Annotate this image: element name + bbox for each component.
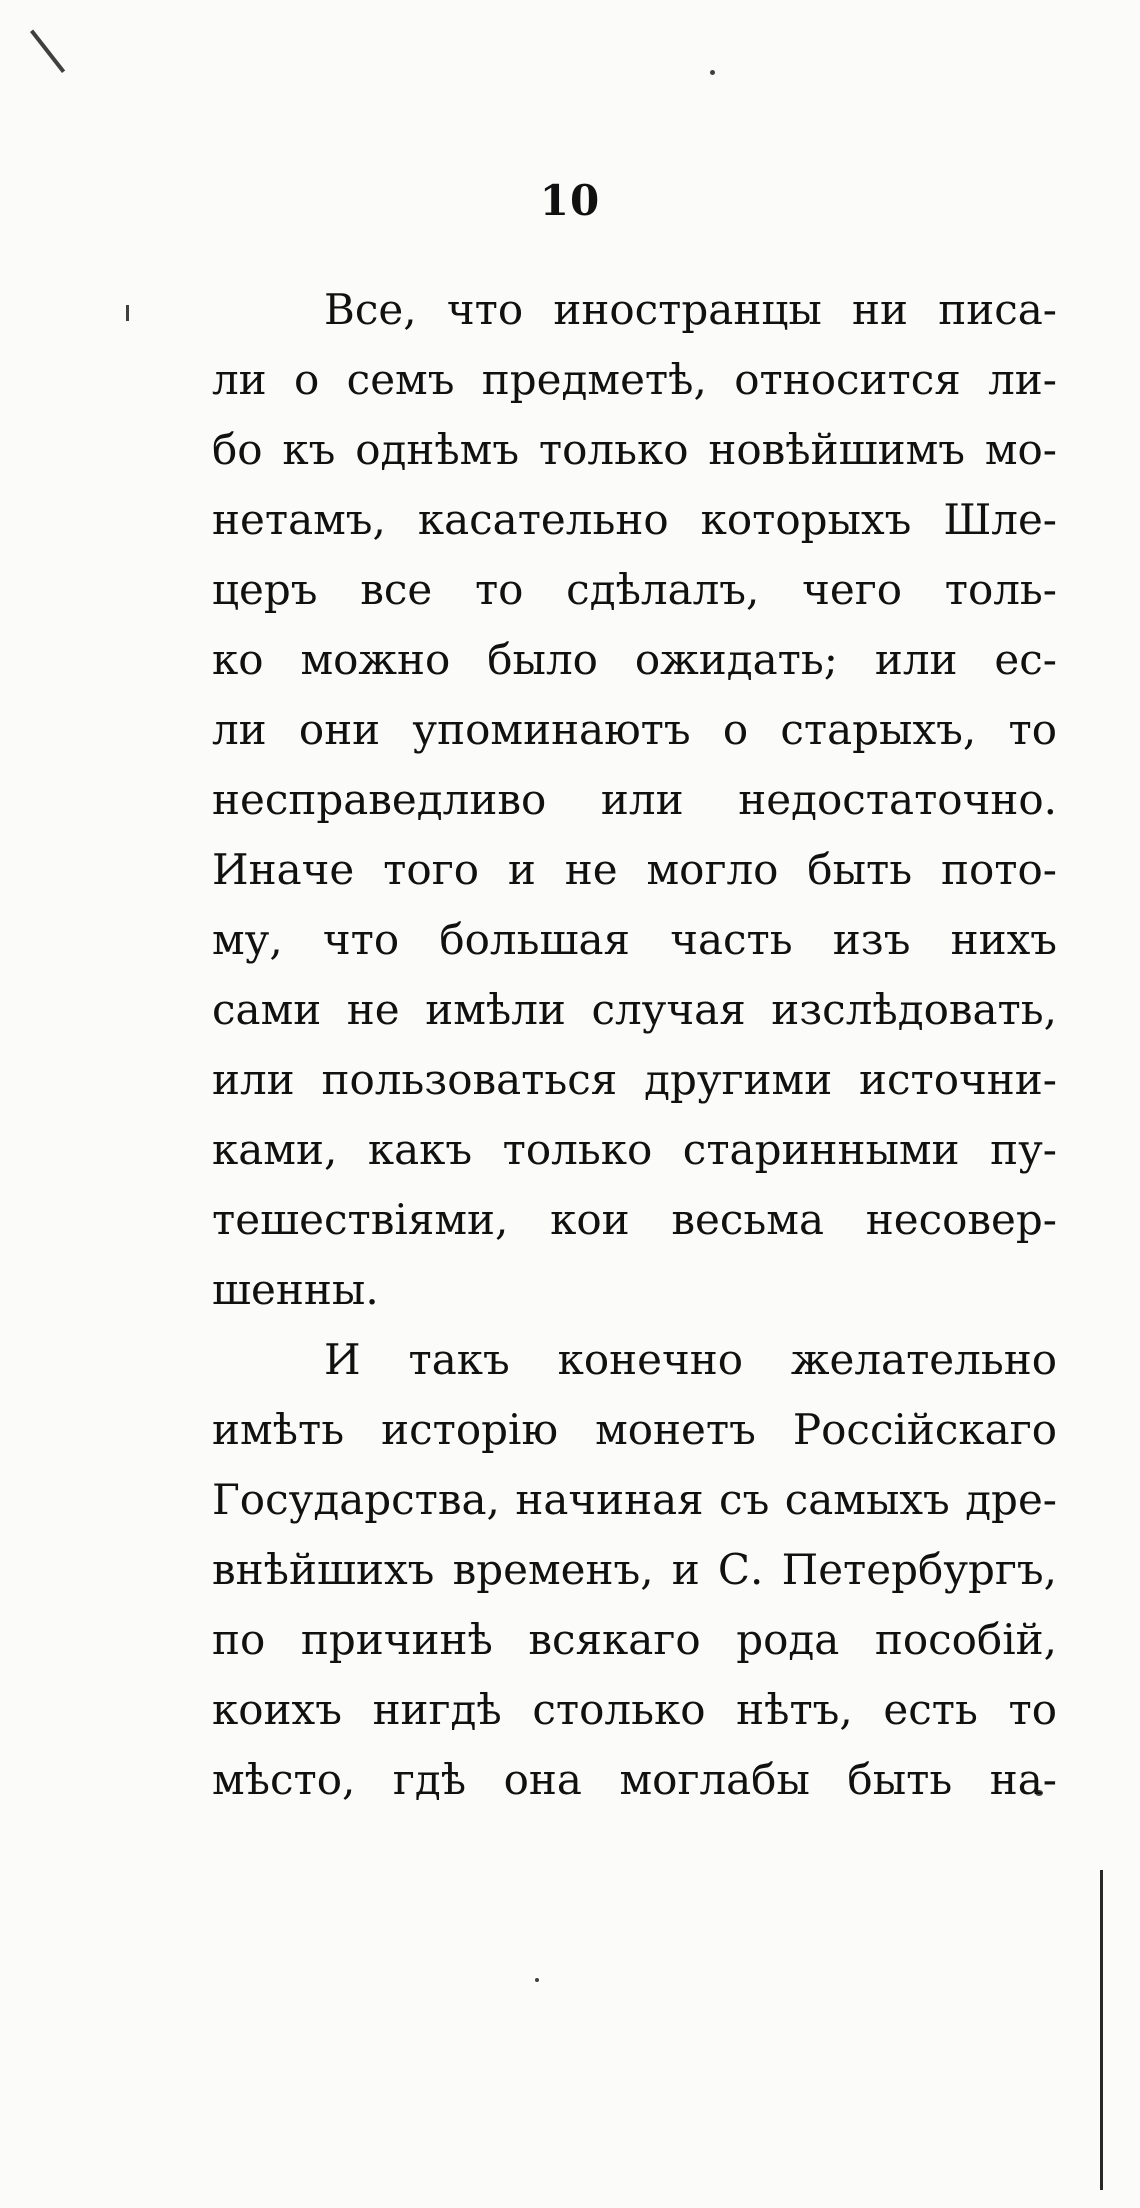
text-line: ли о семъ предметѣ, относится ли- bbox=[212, 355, 1057, 404]
text-line: Государства, начиная съ самыхъ дре- bbox=[212, 1475, 1057, 1524]
text-line: нетамъ, касательно которыхъ Шле- bbox=[212, 495, 1057, 544]
text-line: Все, что иностранцы ни писа- bbox=[324, 285, 1057, 334]
text-line: коихъ нигдѣ столько нѣтъ, есть то bbox=[212, 1685, 1057, 1734]
text-line: мѣсто, гдѣ она моглабы быть на- bbox=[212, 1755, 1057, 1804]
scan-dust-speck bbox=[535, 1978, 539, 1982]
text-line: сами не имѣли случая изслѣдовать, bbox=[212, 985, 1057, 1034]
text-line: И такъ конечно желательно bbox=[324, 1335, 1057, 1384]
scan-dust-speck bbox=[710, 70, 715, 75]
text-line: по причинѣ всякаго рода пособiй, bbox=[212, 1615, 1057, 1664]
text-line: Иначе того и не могло быть пото- bbox=[212, 845, 1057, 894]
text-line: ко можно было ожидать; или ес- bbox=[212, 635, 1057, 684]
text-line: ли они упоминаютъ о старыхъ, то bbox=[212, 705, 1057, 754]
text-line: несправедливо или недостаточно. bbox=[212, 775, 1057, 824]
scan-dust-speck bbox=[126, 305, 129, 321]
scan-edge-mark-right bbox=[1100, 1870, 1103, 2190]
scan-edge-mark-top-left bbox=[30, 30, 65, 73]
text-line: шенны. bbox=[212, 1265, 379, 1314]
text-line: церъ все то сдѣлалъ, чего толь- bbox=[212, 565, 1057, 614]
text-line: тешествiями, кои весьма несовер- bbox=[212, 1195, 1057, 1244]
text-line: бо къ однѣмъ только новѣйшимъ мо- bbox=[212, 425, 1057, 474]
text-line: имѣть исторiю монетъ Россiйскаго bbox=[212, 1405, 1057, 1454]
page-number: 10 bbox=[539, 176, 601, 225]
text-line: или пользоваться другими источни- bbox=[212, 1055, 1057, 1104]
text-line: ками, какъ только старинными пу- bbox=[212, 1125, 1057, 1174]
text-line: му, что большая часть изъ нихъ bbox=[212, 915, 1057, 964]
text-line: внѣйшихъ временъ, и С. Петербургъ, bbox=[212, 1545, 1057, 1594]
